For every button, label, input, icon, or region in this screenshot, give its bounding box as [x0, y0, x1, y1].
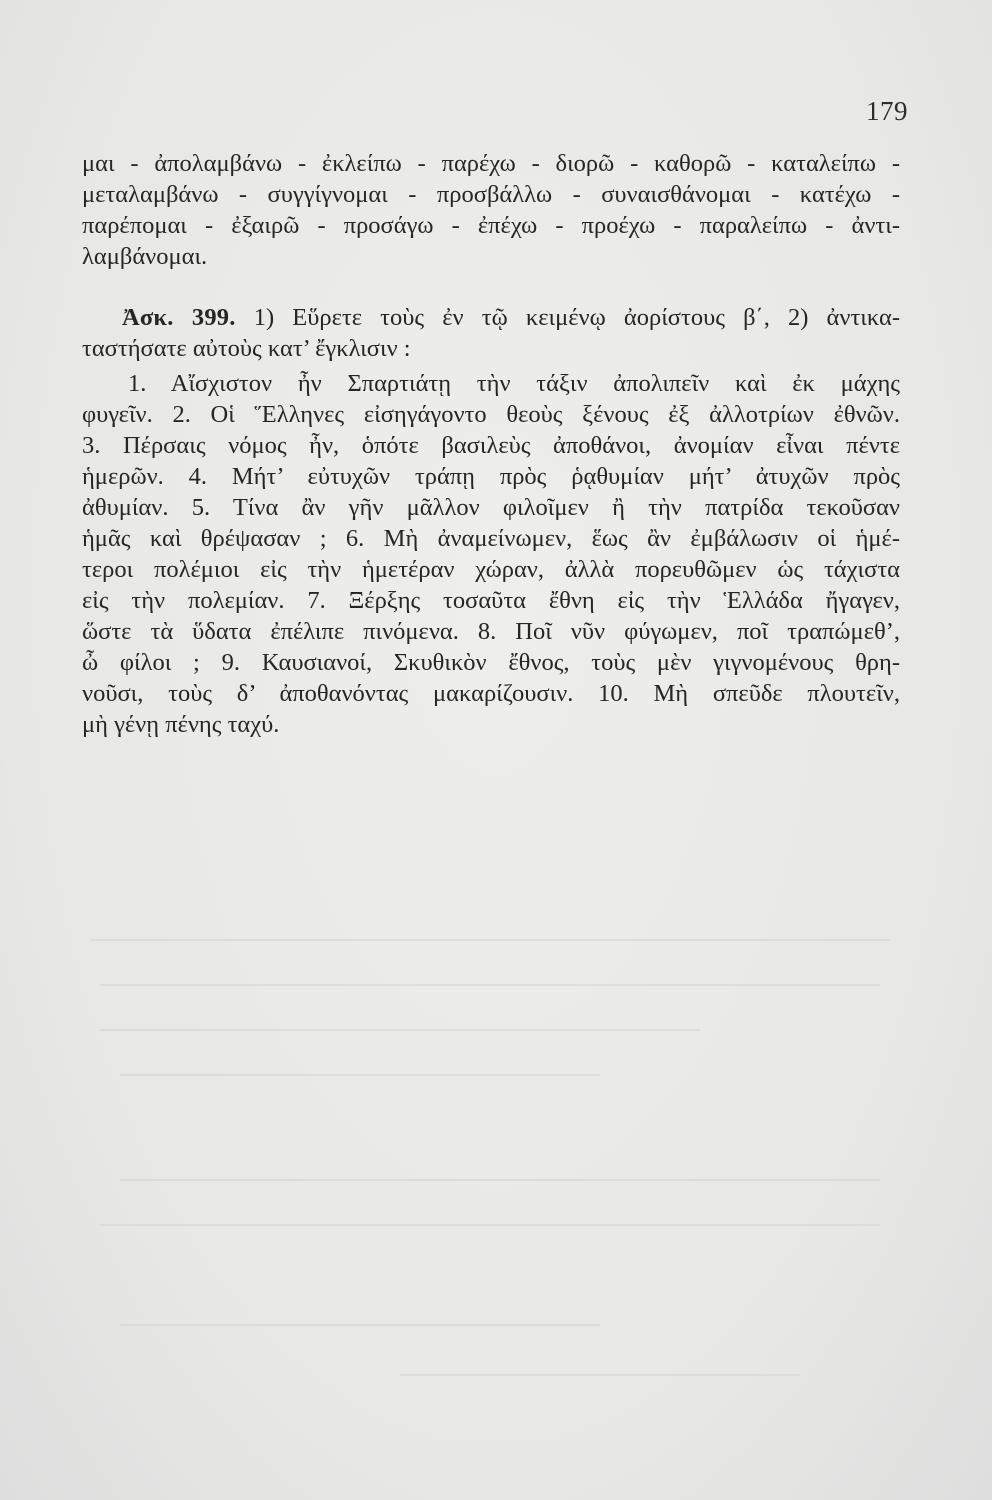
sentence-line: ὥστε τὰ ὕδατα ἐπέλιπε πινόμενα. 8. Ποῖ νῦν φύγωμεν, ποῖ τραπώμεθ’,	[82, 618, 900, 645]
sentence-line: ὦ φίλοι ; 9. Καυσιανοί, Σκυθικὸν ἔθνος, τοὺς μὲν γιγνομένους θρη-	[82, 649, 900, 676]
exercise-heading	[82, 302, 900, 333]
main-text	[82, 148, 900, 740]
exercise-label: Ἀσκ. 399.	[122, 304, 236, 331]
section-gap	[82, 272, 900, 302]
sentence-line: ἀθυμίαν. 5. Τίνα ἂν γῆν μᾶλλον φιλοῖμεν ἢ τὴν πατρίδα τεκοῦσαν	[82, 494, 900, 521]
sentence-line: τεροι πολέμιοι εἰς τὴν ἡμετέραν χώραν, ἀλλὰ πορευθῶμεν ὡς τάχιστα	[82, 556, 900, 583]
exercise-instruction: 1) Εὕρετε τοὺς ἐν τῷ κειμένῳ ἀορίστους β΄, 2) ἀντικα-	[253, 304, 901, 331]
sentence-line: εἰς τὴν πολεμίαν. 7. Ξέρξης τοσαῦτα ἔθνη εἰς τὴν Ἑλλάδα ἤγαγεν,	[82, 587, 900, 614]
verb-list-line: λαμβάνομαι.	[82, 243, 208, 270]
sentence-line: ἡμᾶς καὶ θρέψασαν ; 6. Μὴ ἀναμείνωμεν, ἕως ἂν ἐμβάλωσιν οἱ ἡμέ-	[82, 525, 900, 552]
exercise-instruction-cont: ταστήσατε αὐτοὺς κατ’ ἔγκλισιν :	[82, 335, 411, 362]
verb-list-line: μαι - ἀπολαμβάνω - ἐκλείπω - παρέχω - διορῶ - καθορῶ - καταλείπω -	[82, 150, 900, 177]
verb-list-line: παρέπομαι - ἐξαιρῶ - προσάγω - ἐπέχω - προέχω - παραλείπω - ἀντι-	[82, 212, 900, 239]
sentence-line: νοῦσι, τοὺς δ’ ἀποθανόντας μακαρίζουσιν. 10. Μὴ σπεῦδε πλουτεῖν,	[82, 680, 900, 707]
sentence-line: φυγεῖν. 2. Οἱ Ἕλληνες εἰσηγάγοντο θεοὺς ξένους ἐξ ἀλλοτρίων ἐθνῶν.	[82, 401, 900, 428]
sentence-line: 3. Πέρσαις νόμος ἦν, ὁπότε βασιλεὺς ἀποθάνοι, ἀνομίαν εἶναι πέντε	[82, 432, 900, 459]
sentence-line: ἡμερῶν. 4. Μήτ’ εὐτυχῶν τράπῃ πρὸς ῥᾳθυμίαν μήτ’ ἀτυχῶν πρὸς	[82, 463, 900, 490]
sentence-line: 1. Αἴσχιστον ἦν Σπαρτιάτῃ τὴν τάξιν ἀπολιπεῖν καὶ ἐκ μάχης	[128, 370, 900, 397]
sentence-line: μὴ γένῃ πένης ταχύ.	[82, 711, 280, 738]
page-number: 179	[866, 96, 908, 126]
verb-list-line: μεταλαμβάνω - συγγίγνομαι - προσβάλλω - συναισθάνομαι - κατέχω -	[82, 181, 900, 208]
